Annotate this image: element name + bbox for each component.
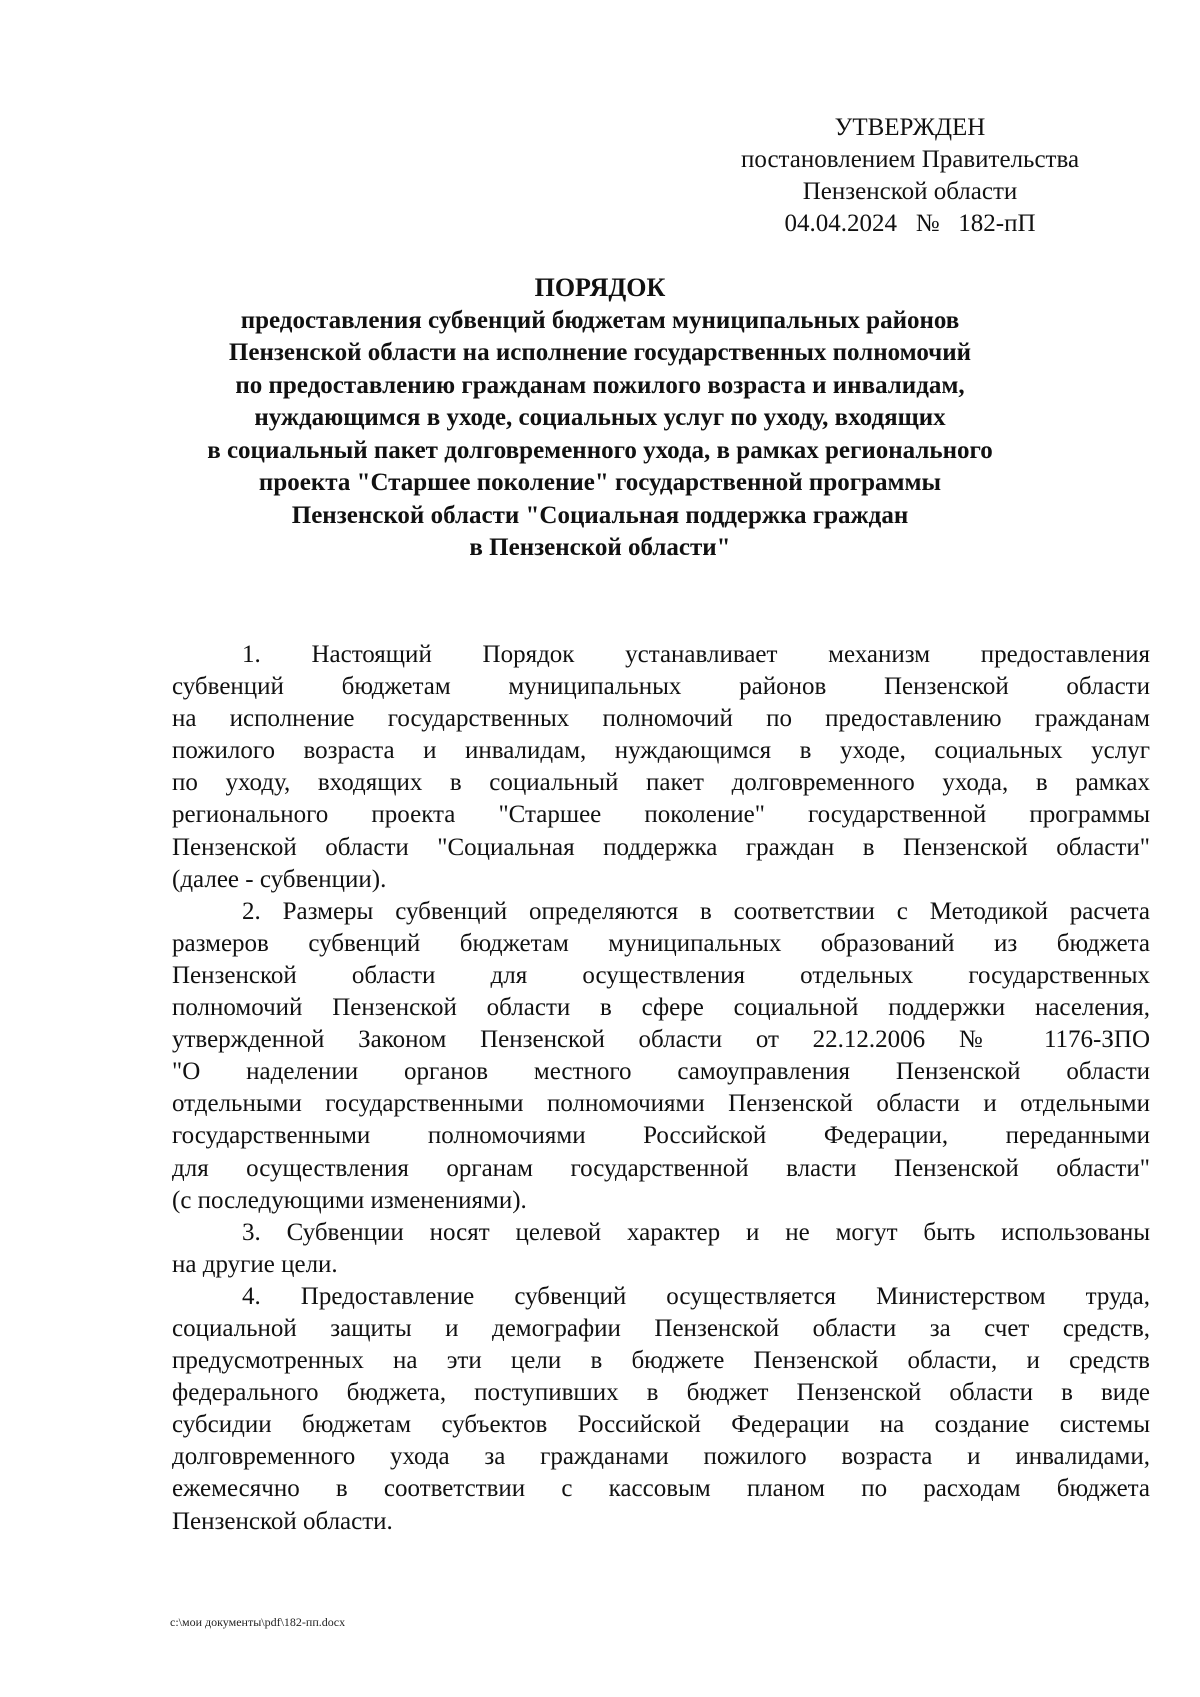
body-line: социальной защиты и демографии Пензенской области за счет средств, (172, 1314, 1150, 1342)
title-line: по предоставлению гражданам пожилого возраста и инвалидам, (235, 371, 965, 399)
approval-line: УТВЕРЖДЕН (834, 114, 986, 141)
body-line: Пензенской области для осуществления отдельных государственных (172, 961, 1150, 989)
body-line: "О наделении органов местного самоуправления Пензенской области (172, 1058, 1150, 1086)
title-line: предоставления субвенций бюджетам муниципальных районов (240, 306, 960, 334)
approval-date-number: 04.04.2024 № 182-пП (784, 210, 1036, 237)
body-line: 2. Размеры субвенций определяются в соответствии с Методикой расчета (242, 897, 1150, 925)
body-line: пожилого возраста и инвалидам, нуждающимся в уходе, социальных услуг (172, 737, 1150, 765)
approval-stamp (700, 112, 1120, 240)
title-line: нуждающимся в уходе, социальных услуг по уходу, входящих (254, 404, 946, 431)
body-line: полномочий Пензенской области в сфере социальной поддержки населения, (172, 994, 1150, 1022)
paragraph-3 (172, 1217, 1150, 1281)
body-line: субвенций бюджетам муниципальных районов Пензенской области (172, 673, 1150, 701)
body-line: (с последующими изменениями). (172, 1186, 527, 1214)
body-line: на исполнение государственных полномочий по предоставлению гражданам (172, 705, 1150, 733)
paragraph-4 (172, 1281, 1150, 1538)
body-line: регионального проекта "Старшее поколение" государственной программы (172, 801, 1150, 829)
approval-line: постановлением Правительства (740, 146, 1080, 173)
document-body (172, 639, 1150, 1538)
body-line: отдельными государственными полномочиями Пензенской области и отдельными (172, 1090, 1150, 1118)
body-line: предусмотренных на эти цели в бюджете Пензенской области, и средств (172, 1347, 1150, 1375)
paragraph-1 (172, 639, 1150, 896)
body-line: субсидии бюджетам субъектов Российской Федерации на создание системы (172, 1411, 1150, 1439)
body-line: федерального бюджета, поступивших в бюджет Пензенской области в виде (172, 1379, 1150, 1407)
title-line: в социальный пакет долговременного ухода, в рамках регионального (207, 436, 993, 464)
body-line: Пензенской области "Социальная поддержка граждан в Пензенской области" (172, 833, 1150, 861)
document-title (150, 272, 1050, 565)
body-line: (далее - субвенции). (172, 865, 387, 893)
body-line: долговременного ухода за гражданами пожилого возраста и инвалидами, (172, 1443, 1150, 1471)
body-line: размеров субвенций бюджетам муниципальных образований из бюджета (172, 929, 1150, 957)
body-line: ежемесячно в соответствии с кассовым планом по расходам бюджета (172, 1475, 1150, 1503)
body-line: для осуществления органам государственной власти Пензенской области" (172, 1154, 1150, 1182)
paragraph-2 (172, 896, 1150, 1217)
title-line: Пензенской области на исполнение государственных полномочий (228, 339, 972, 366)
body-line: утвержденной Законом Пензенской области от 22.12.2006 № 1176-ЗПО (172, 1026, 1150, 1054)
body-line: 1. Настоящий Порядок устанавливает механизм предоставления (242, 641, 1150, 668)
body-line: 3. Субвенции носят целевой характер и не могут быть использованы (242, 1218, 1150, 1246)
title-line: в Пензенской области" (469, 534, 731, 561)
title-line: проекта "Старшее поколение" государственной программы (258, 469, 942, 496)
body-line: Пензенской области. (172, 1507, 393, 1535)
body-line: на другие цели. (172, 1250, 338, 1278)
body-line: 4. Предоставление субвенций осуществляется Министерством труда, (242, 1282, 1150, 1310)
approval-line: Пензенской области (802, 178, 1018, 205)
title-heading: ПОРЯДОК (534, 273, 666, 302)
title-line: Пензенской области "Социальная поддержка граждан (291, 501, 909, 529)
file-path-footer: c:\мои документы\pdf\182-пп.docx (170, 1615, 346, 1629)
body-line: государственными полномочиями Российской Федерации, переданными (172, 1122, 1150, 1150)
body-line: по уходу, входящих в социальный пакет долговременного ухода, в рамках (172, 769, 1150, 797)
